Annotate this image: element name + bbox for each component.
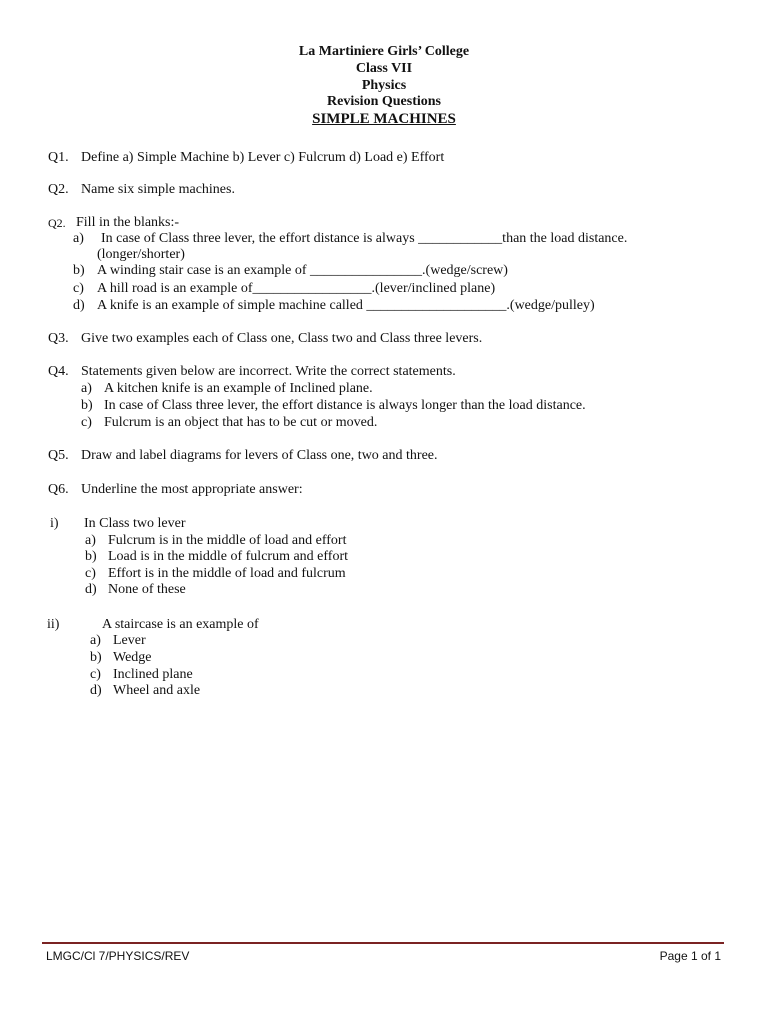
mcq2-a-letter: a) — [90, 633, 101, 648]
q2b-a-text: In case of Class three lever, the effort distance is always ____________than the load distance. — [101, 231, 628, 246]
mcq1-d-text: None of these — [108, 582, 186, 597]
q4-c-letter: c) — [81, 415, 92, 430]
mcq2-number: ii) — [47, 617, 60, 632]
class-name: Class VII — [355, 61, 413, 76]
footer-rule — [42, 942, 724, 944]
mcq2-d-text: Wheel and axle — [113, 683, 201, 698]
mcq2-a-text: Lever — [113, 633, 146, 648]
q4-a-text: A kitchen knife is an example of Inclined plane. — [104, 381, 373, 396]
mcq2-b-text: Wedge — [113, 650, 152, 665]
mcq2-text: A staircase is an example of — [102, 617, 259, 632]
q4-b-text: In case of Class three lever, the effort distance is always longer than the load distance. — [104, 398, 586, 413]
q1-text: Define a) Simple Machine b) Lever c) Fulcrum d) Load e) Effort — [81, 150, 445, 165]
q2b-number: Q2. — [48, 216, 66, 230]
q5-text: Draw and label diagrams for levers of Class one, two and three. — [81, 448, 438, 463]
mcq2-d-letter: d) — [90, 683, 102, 698]
subject: Physics — [361, 78, 407, 93]
q2-number: Q2. — [48, 182, 69, 197]
q4-b-letter: b) — [81, 398, 93, 413]
school-name: La Martiniere Girls’ College — [298, 44, 470, 59]
q6-text: Underline the most appropriate answer: — [81, 482, 303, 497]
q1-number: Q1. — [48, 150, 69, 165]
q2b-b-text: A winding stair case is an example of ________________.(wedge/screw) — [97, 263, 508, 278]
mcq2-c-letter: c) — [90, 667, 101, 682]
mcq1-c-text: Effort is in the middle of load and fulcrum — [108, 566, 346, 581]
q4-a-letter: a) — [81, 381, 92, 396]
q2b-c-text: A hill road is an example of_________________.(lever/inclined plane) — [97, 281, 496, 296]
mcq1-c-letter: c) — [85, 566, 96, 581]
mcq1-b-text: Load is in the middle of fulcrum and effort — [108, 549, 349, 564]
q2b-text: Fill in the blanks:- — [76, 215, 180, 230]
q3-number: Q3. — [48, 331, 69, 346]
q2b-d-text: A knife is an example of simple machine called ____________________.(wedge/pulley) — [97, 298, 595, 313]
footer-page-number: Page 1 of 1 — [659, 949, 721, 963]
q2b-d-letter: d) — [73, 298, 85, 313]
q4-c-text: Fulcrum is an object that has to be cut or moved. — [104, 415, 378, 430]
q6-number: Q6. — [48, 482, 69, 497]
mcq2-b-letter: b) — [90, 650, 102, 665]
mcq1-number: i) — [50, 516, 59, 531]
mcq1-a-letter: a) — [85, 533, 96, 548]
topic-title: SIMPLE MACHINES — [312, 111, 456, 127]
doc-type: Revision Questions — [327, 94, 441, 109]
mcq1-a-text: Fulcrum is in the middle of load and effort — [108, 533, 347, 548]
footer-code: LMGC/Cl 7/PHYSICS/REV — [46, 949, 190, 963]
mcq2-c-text: Inclined plane — [113, 667, 193, 682]
q2b-a-cont: (longer/shorter) — [97, 247, 185, 262]
q5-number: Q5. — [48, 448, 69, 463]
mcq1-text: In Class two lever — [84, 516, 186, 531]
q2b-a-letter: a) — [73, 231, 84, 246]
q2-text: Name six simple machines. — [81, 182, 235, 197]
mcq1-d-letter: d) — [85, 582, 97, 597]
q4-number: Q4. — [48, 364, 69, 379]
q4-text: Statements given below are incorrect. Write the correct statements. — [81, 364, 456, 379]
q2b-b-letter: b) — [73, 263, 85, 278]
q3-text: Give two examples each of Class one, Class two and Class three levers. — [81, 331, 483, 346]
mcq1-b-letter: b) — [85, 549, 97, 564]
q2b-c-letter: c) — [73, 281, 84, 296]
